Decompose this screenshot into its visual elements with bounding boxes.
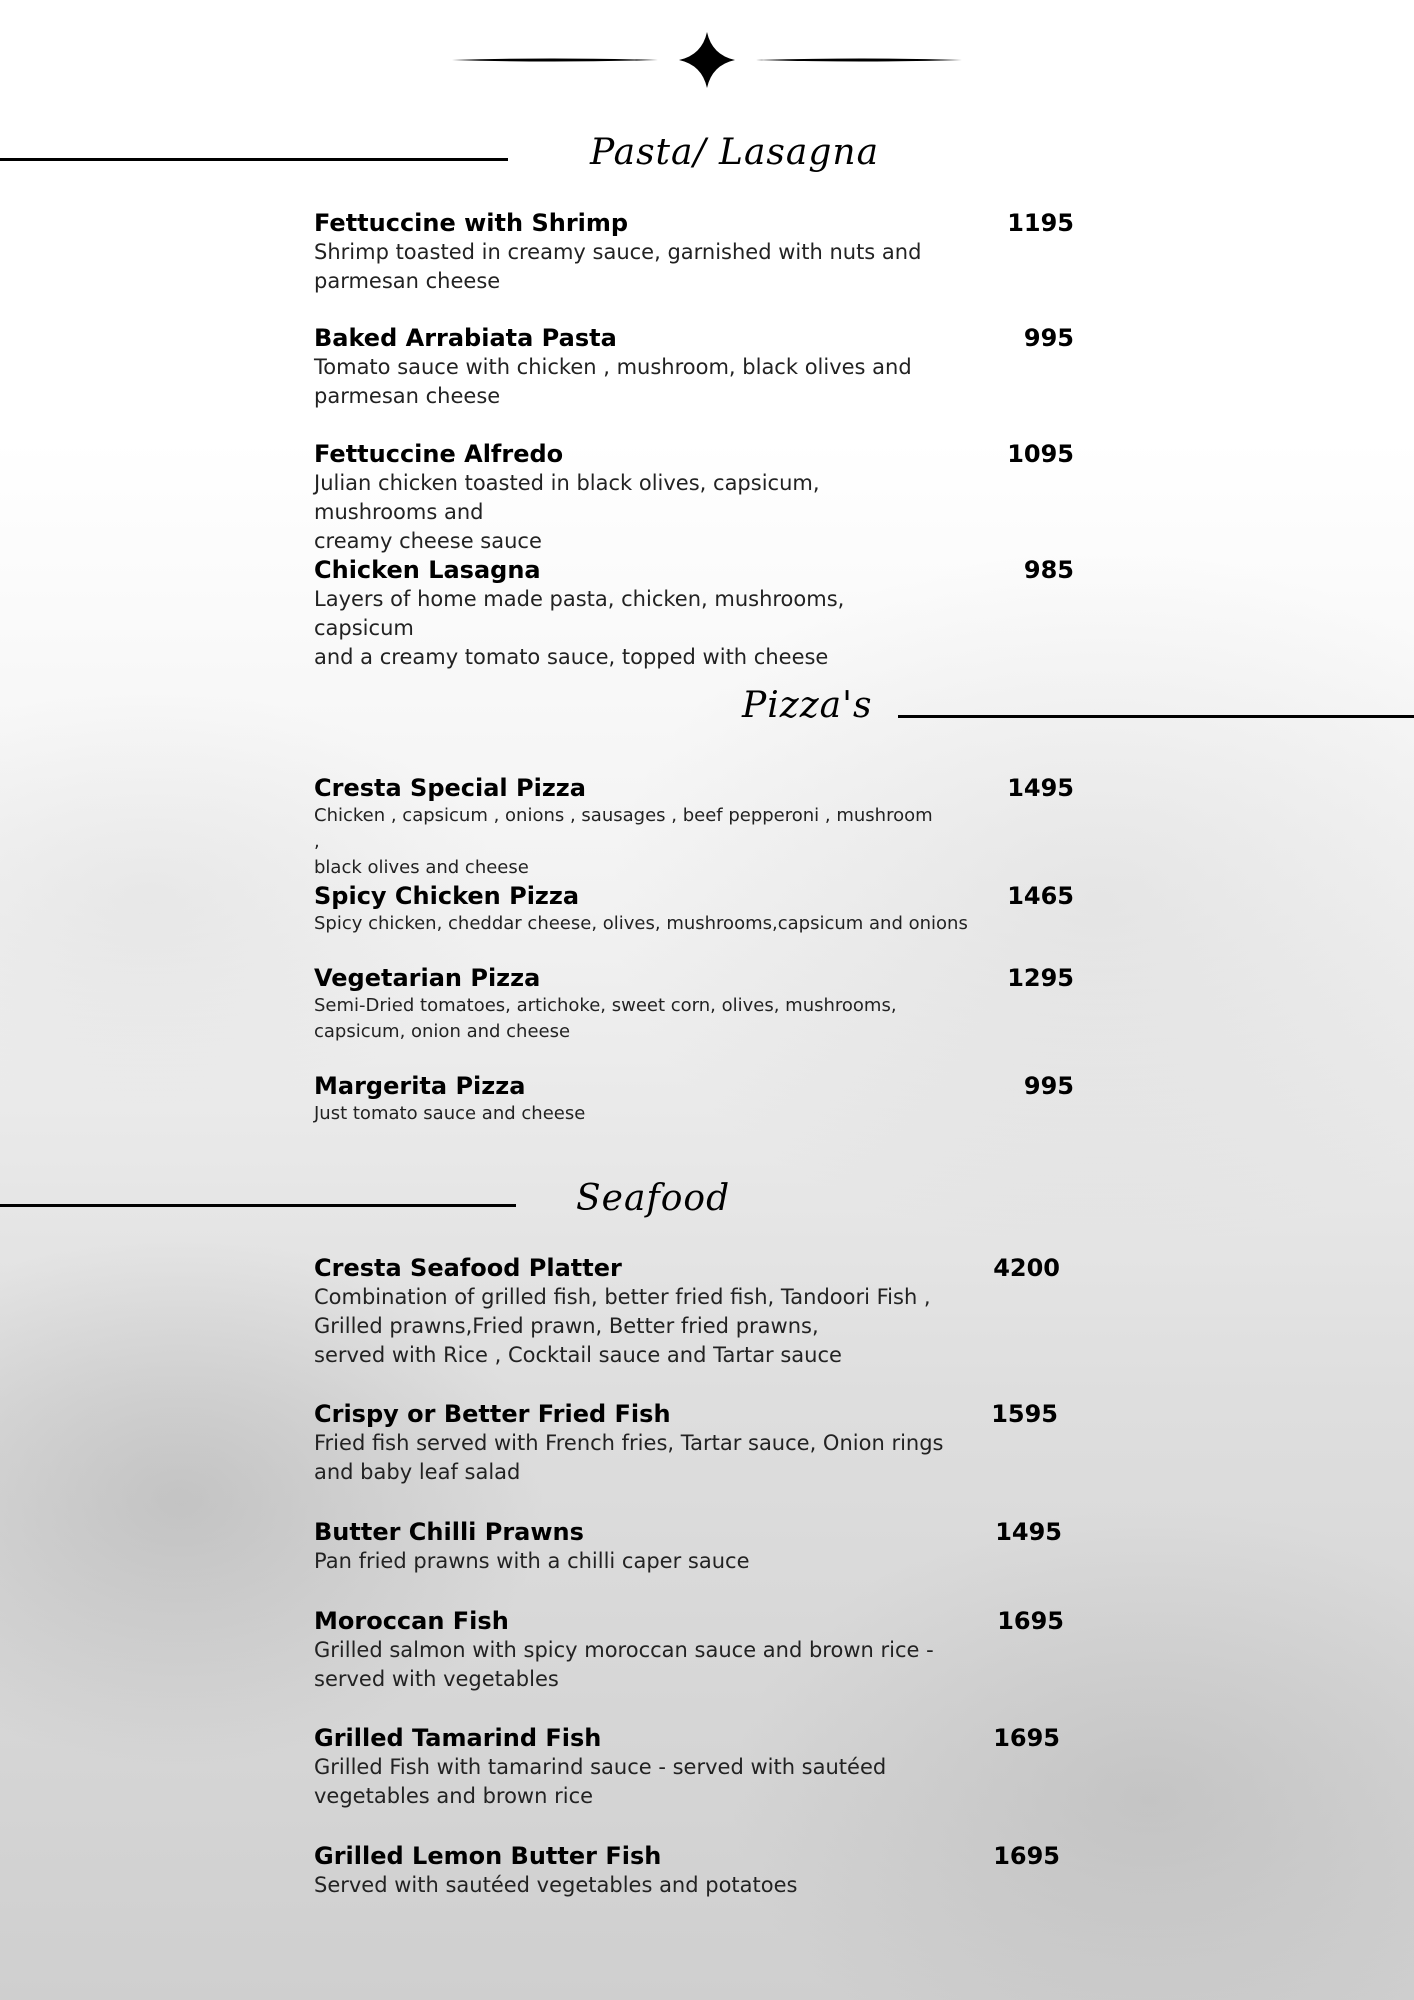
item-name: Vegetarian Pizza <box>314 964 541 992</box>
item-name: Grilled Tamarind Fish <box>314 1724 602 1752</box>
menu-item <box>314 1841 1074 1900</box>
item-name: Fettuccine with Shrimp <box>314 209 629 237</box>
menu-item <box>314 1399 1074 1487</box>
item-description: Grilled salmon with spicy moroccan sauce and brown rice - served with vegetables <box>314 1638 934 1691</box>
menu-item <box>314 323 1074 411</box>
item-description: Fried fish served with French fries, Tartar sauce, Onion rings and baby leaf salad <box>314 1431 944 1484</box>
item-name: Cresta Seafood Platter <box>314 1254 622 1282</box>
item-price: 995 <box>1023 324 1074 352</box>
item-price: 1095 <box>1007 440 1074 468</box>
item-name: Baked Arrabiata Pasta <box>314 324 617 352</box>
four-point-star-icon <box>450 30 964 90</box>
item-description: Just tomato sauce and cheese <box>314 1103 586 1124</box>
menu-item <box>314 1517 1074 1576</box>
item-name: Spicy Chicken Pizza <box>314 882 580 910</box>
item-description: Semi-Dried tomatoes, artichoke, sweet corn, olives, mushrooms, capsicum, onion and cheese <box>314 995 897 1042</box>
item-name: Fettuccine Alfredo <box>314 440 564 468</box>
menu-item <box>314 1253 1074 1370</box>
item-name: Grilled Lemon Butter Fish <box>314 1842 662 1870</box>
menu-item <box>314 963 1074 1045</box>
item-description: Grilled Fish with tamarind sauce - served with sautéed vegetables and brown rice <box>314 1755 887 1808</box>
menu-item <box>314 881 1074 937</box>
item-description: Combination of grilled fish, better fried fish, Tandoori Fish , Grilled prawns,Fried prawn, Better fried prawns, served with Rice , Cocktail sauce and Tartar sauce <box>314 1285 931 1367</box>
menu-item <box>314 1606 1074 1694</box>
section-divider-left <box>0 1204 516 1207</box>
menu-item <box>314 208 1074 296</box>
menu-item <box>314 1071 1074 1127</box>
item-price: 1695 <box>997 1607 1064 1635</box>
section-divider-left <box>0 158 508 161</box>
item-name: Butter Chilli Prawns <box>314 1518 584 1546</box>
item-name: Moroccan Fish <box>314 1607 509 1635</box>
item-description: Julian chicken toasted in black olives, capsicum, mushrooms and creamy cheese sauce <box>314 471 820 553</box>
item-description: Chicken , capsicum , onions , sausages , beef pepperoni , mushroom , black olives and cheese <box>314 805 933 878</box>
section-title-seafood: Seafood <box>576 1178 731 1219</box>
item-price: 1495 <box>995 1518 1062 1546</box>
item-price: 1595 <box>991 1400 1058 1428</box>
menu-item <box>314 773 1074 881</box>
item-price: 1195 <box>1007 209 1074 237</box>
item-price: 995 <box>1023 1072 1074 1100</box>
section-title-pizza: Pizza's <box>742 685 873 726</box>
item-description: Spicy chicken, cheddar cheese, olives, mushrooms,capsicum and onions <box>314 913 968 934</box>
item-price: 1295 <box>1007 964 1074 992</box>
section-divider-right <box>898 715 1414 718</box>
item-price: 1695 <box>993 1724 1060 1752</box>
item-name: Cresta Special Pizza <box>314 774 586 802</box>
item-name: Margerita Pizza <box>314 1072 526 1100</box>
item-price: 4200 <box>993 1254 1060 1282</box>
item-description: Served with sautéed vegetables and potatoes <box>314 1873 798 1897</box>
menu-item <box>314 1723 1074 1811</box>
item-price: 1495 <box>1007 774 1074 802</box>
menu-item <box>314 555 1074 672</box>
item-price: 1695 <box>993 1842 1060 1870</box>
item-name: Crispy or Better Fried Fish <box>314 1400 671 1428</box>
item-description: Layers of home made pasta, chicken, mushrooms, capsicum and a creamy tomato sauce, topped with cheese <box>314 587 845 669</box>
item-price: 1465 <box>1007 882 1074 910</box>
menu-item <box>314 439 1074 556</box>
item-description: Pan fried prawns with a chilli caper sauce <box>314 1549 750 1573</box>
item-description: Tomato sauce with chicken , mushroom, black olives and parmesan cheese <box>314 355 912 408</box>
item-description: Shrimp toasted in creamy sauce, garnished with nuts and parmesan cheese <box>314 240 922 293</box>
section-title-pasta: Pasta/ Lasagna <box>590 132 880 173</box>
item-price: 985 <box>1023 556 1074 584</box>
item-name: Chicken Lasagna <box>314 556 541 584</box>
